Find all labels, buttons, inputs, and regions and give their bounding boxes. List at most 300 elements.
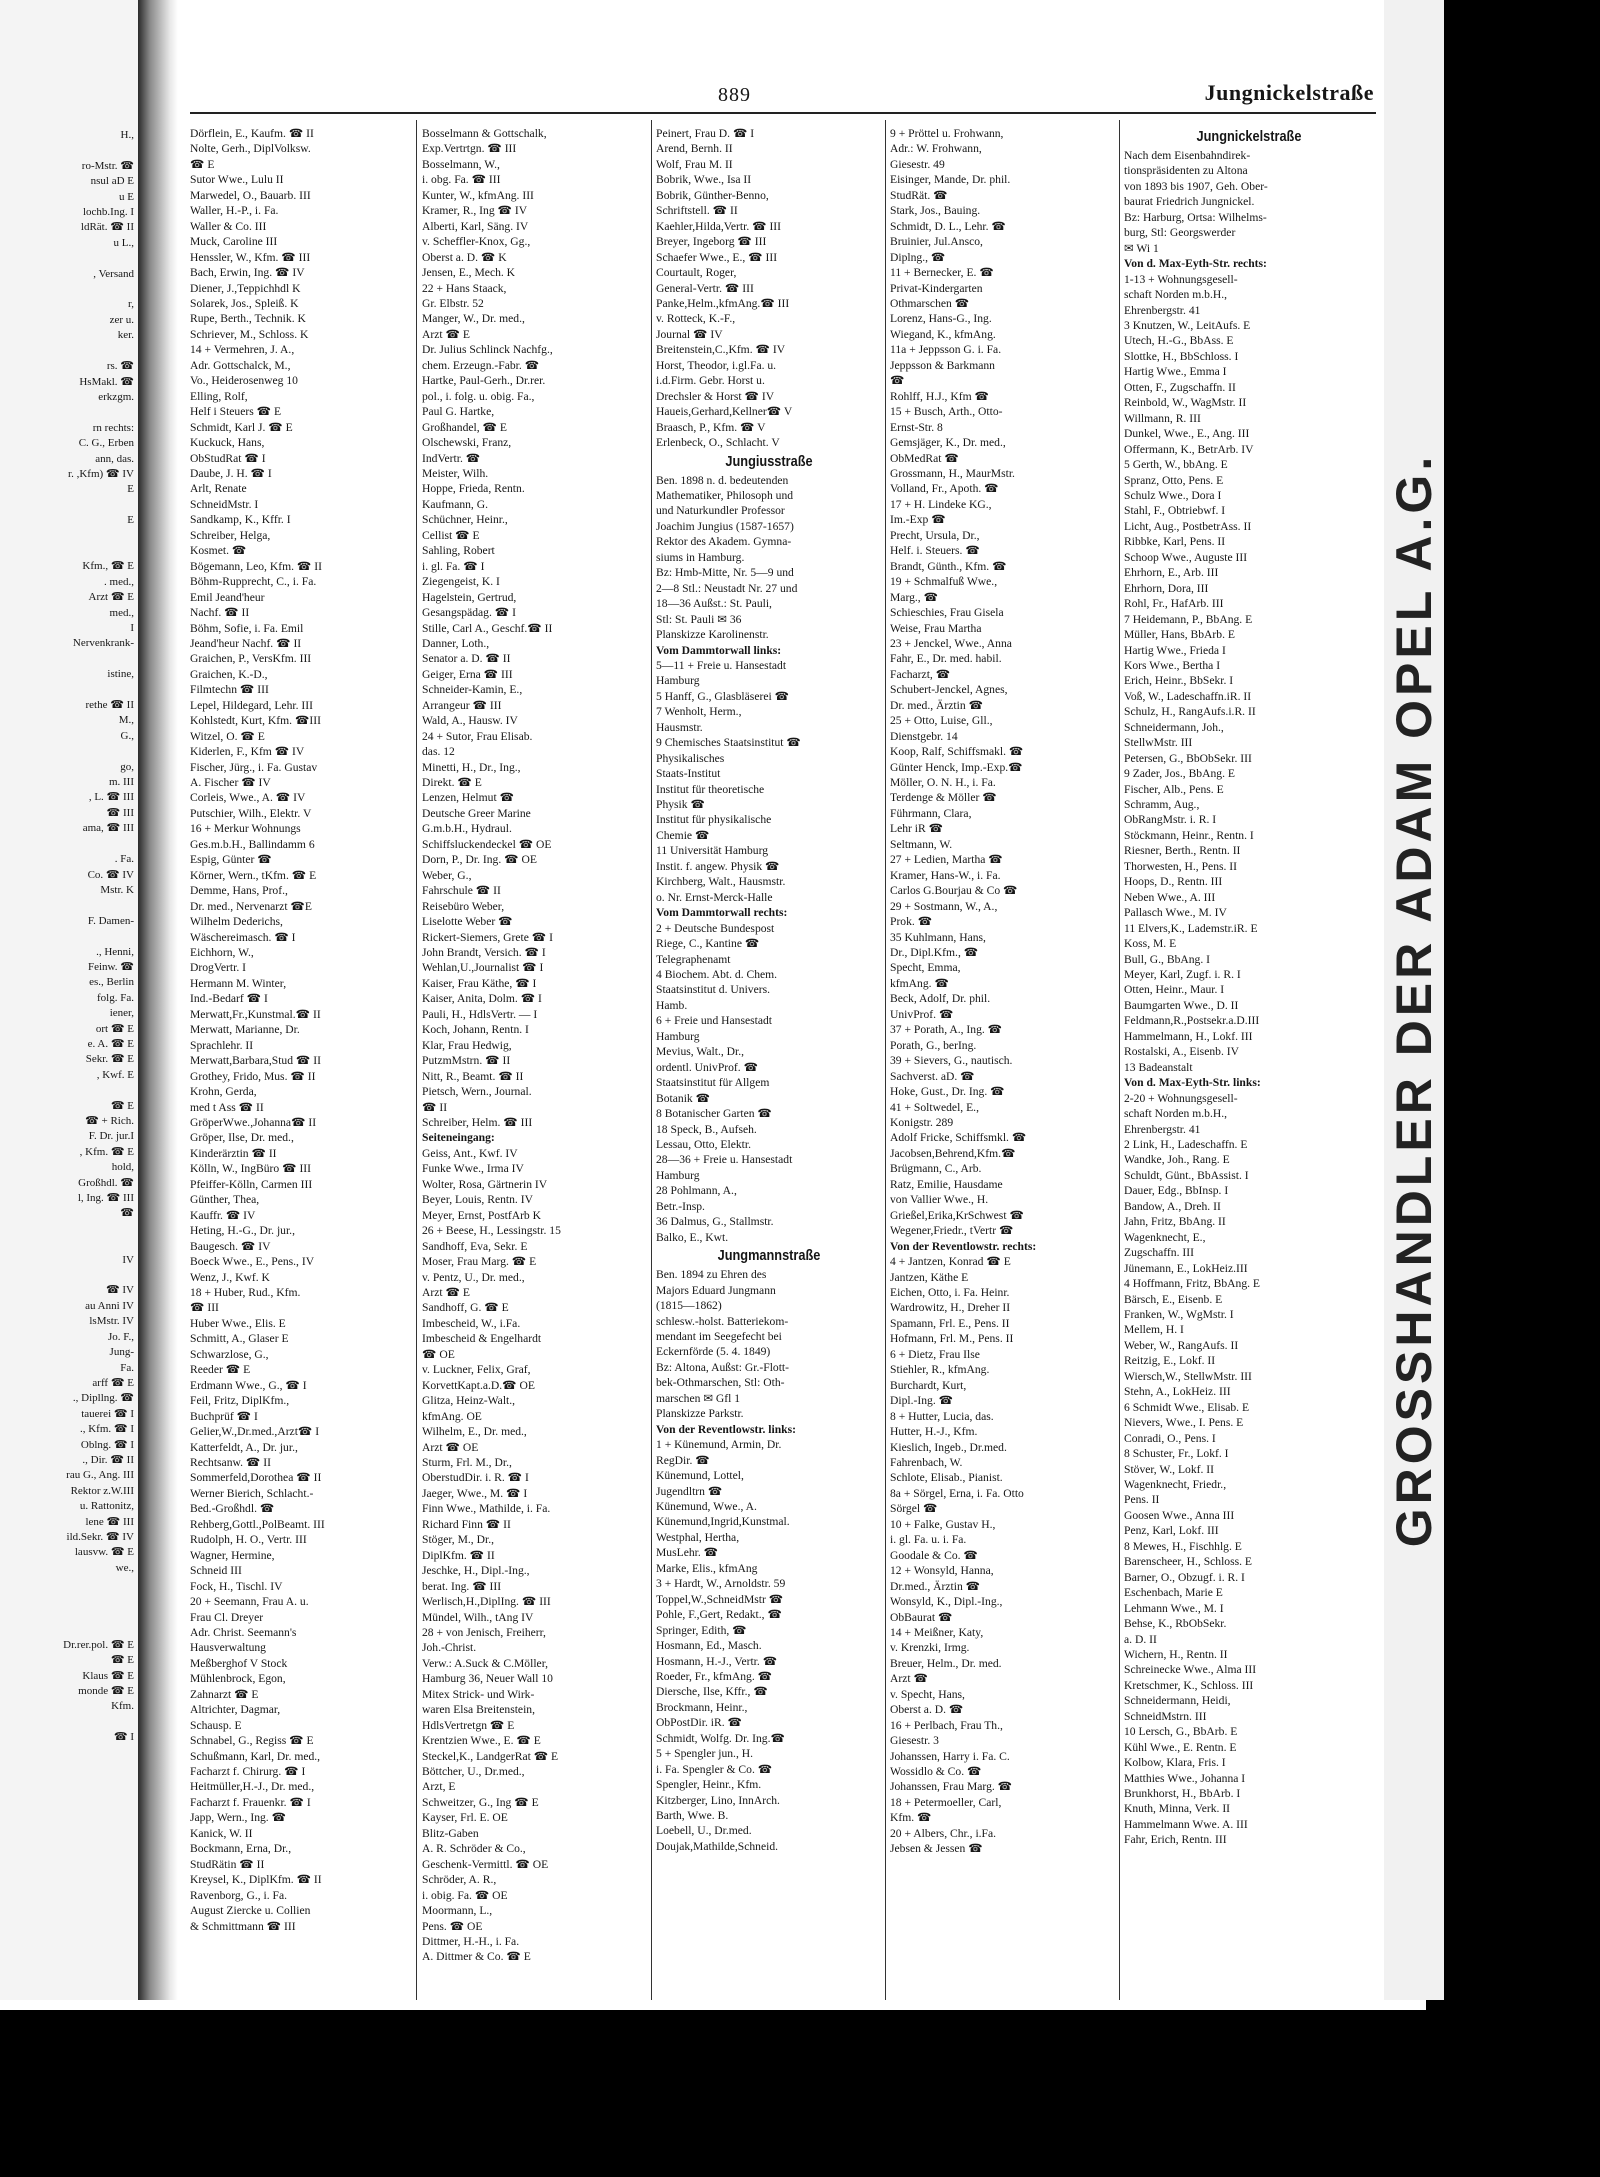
directory-entry: Filmtechn ☎ III [190,683,269,697]
directory-entry: Adr. Christ. Seemann's [190,1625,297,1639]
directory-entry: Glitza, Heinz-Walt., [422,1394,516,1408]
facing-page-line [2,1622,134,1637]
directory-entry: Prok. ☎ [890,915,933,929]
directory-entry: und Naturkundler Professor [656,504,785,518]
directory-entry: Bruinier, Jul.Ansco, [890,235,983,249]
directory-entry: StellwMstr. III [1124,736,1193,750]
directory-entry: G.m.b.H., Hydraul. [422,822,512,836]
facing-page-line: rs. ☎ [106,360,134,373]
directory-entry: StudRät. ☎ [890,188,948,202]
directory-entry: Wäschereimasch. ☎ I [190,930,296,944]
directory-entry: 2—8 Stl.: Neustadt Nr. 27 und [656,581,798,595]
directory-entry: Kaufmann, G. [422,497,489,511]
directory-entry: Paul G. Hartke, [422,405,495,419]
directory-entry: Schulz, H., RangAufs.i.R. II [1124,705,1256,719]
directory-entry: berat. Ing. ☎ III [422,1579,502,1593]
directory-entry: Oberst a. D. ☎ K [422,250,507,264]
directory-entry: Exp.Vertrtgn. ☎ III [422,142,517,156]
facing-page-line: ort ☎ E [95,1022,134,1035]
directory-entry: Fischer, Jürg., i. Fa. Gustav [190,760,318,774]
book-gutter [138,0,178,2000]
directory-entry: Kaehler,Hilda,Vertr. ☎ III [656,219,782,233]
directory-entry: Führmann, Clara, [890,806,972,820]
directory-entry: Merwatt,Fr.,Kunstmal.☎ II [190,1007,321,1021]
directory-entry: Pohle, F.,Gert, Redakt., ☎ [656,1608,782,1622]
directory-entry: i. gl. Fa. u. i. Fa. [890,1533,967,1547]
directory-entry: Staatsinstitut d. Univers. [656,983,771,997]
directory-entry: Gr. Elbstr. 52 [422,296,484,310]
directory-entry: Westphal, Hertha, [656,1530,740,1544]
directory-entry: 39 + Sievers, G., nautisch. [890,1054,1013,1068]
directory-entry: 29 + Sostmann, W., A., [890,899,998,913]
facing-page-line: , Kwf. E [96,1068,134,1081]
facing-page-line: tauerei ☎ I [81,1407,134,1420]
directory-entry: 5 Gerth, W., bbAng. E [1124,458,1228,472]
directory-column-5 [1124,126,1374,1848]
directory-entry: Schmidt, Karl J. ☎ E [190,420,293,434]
directory-entry: Putschier, Wilh., Elektr. V [190,806,312,820]
directory-entry: Körner, Wern., tKfm. ☎ E [190,868,317,882]
directory-entry: Mellem, H. I [1124,1323,1184,1337]
directory-entry: Schieschies, Frau Gisela [890,606,1004,620]
directory-entry: Grothey, Frido, Mus. ☎ II [190,1069,316,1083]
directory-entry: Bull, G., BbAng. I [1124,952,1210,966]
directory-entry: 18—36 Außst.: St. Pauli, [656,597,772,611]
directory-entry: Stöver, W., Lokf. II [1124,1462,1215,1476]
directory-entry: Seltmann, W. [890,837,953,851]
directory-entry: Kramer, R., Ing ☎ IV [422,204,528,218]
directory-entry: tionspräsidenten zu Altona [1124,164,1248,178]
directory-entry: Hoops, D., Rentn. III [1124,875,1223,889]
directory-entry: Krentzien Wwe., E. ☎ E [422,1734,541,1748]
directory-entry: Breyer, Ingeborg ☎ III [656,235,767,249]
facing-page-line [2,282,134,297]
directory-entry: Wolf, Frau M. II [656,157,733,171]
facing-page-line [2,1222,134,1237]
directory-entry: 20 + Albers, Chr., i.Fa. [890,1826,997,1840]
facing-page-line: , L. ☎ III [88,791,134,804]
directory-entry: Franken, W., WgMstr. I [1124,1307,1234,1321]
directory-entry: Wagner, Hermine, [190,1548,275,1562]
directory-entry: Toppel,W.,SchneidMstr ☎ [656,1592,784,1606]
directory-entry: Betr.-Insp. [656,1199,705,1213]
directory-entry: Schröder, A. R., [422,1873,497,1887]
directory-entry: ☎ OE [422,1347,455,1361]
directory-entry: 3 + Hardt, W., Arnoldstr. 59 [656,1577,786,1591]
facing-page-line: ., Dir. ☎ II [82,1453,134,1466]
directory-entry: MusLehr. ☎ [656,1546,719,1560]
directory-entry: i. Fa. Spengler & Co. ☎ [656,1762,773,1776]
directory-entry: Adr. Gottschalck, M., [190,358,291,372]
directory-entry: 11 Elvers,K., Lademstr.iR. E [1124,921,1258,935]
section-heading: Von d. Max-Eyth-Str. links: [1124,1076,1261,1090]
directory-entry: Koss, M. E [1124,937,1177,951]
facing-page-line: ☎ [120,1207,134,1220]
directory-entry: Fischer, Alb., Pens. E [1124,782,1224,796]
directory-entry: Peinert, Frau D. ☎ I [656,127,755,140]
directory-entry: ObPostDir. iR. ☎ [656,1716,742,1730]
directory-entry: (1815—1862) [656,1299,722,1313]
directory-entry: 8 Mewes, H., Fischhlg. E [1124,1539,1242,1553]
facing-page-line: Co. ☎ IV [87,868,134,881]
directory-entry: 8 Schuster, Fr., Lokf. I [1124,1447,1229,1461]
directory-entry: Jebsen & Jessen ☎ [890,1842,983,1856]
facing-page-line: Feinw. ☎ [88,960,134,973]
directory-entry: Carlos G.Bourjau & Co ☎ [890,884,1018,898]
directory-entry: 41 + Soltwedel, E., [890,1100,979,1114]
directory-entry: RegDir. ☎ [656,1453,710,1467]
directory-entry: 26 + Beese, H., Lessingstr. 15 [422,1224,561,1238]
directory-entry: Hamburg [656,1168,700,1182]
directory-entry: Goodale & Co. ☎ [890,1548,978,1562]
directory-entry: Staats-Institut [656,767,721,781]
directory-entry: Spengler, Heinr., Kfm. [656,1778,762,1792]
facing-page-line: Nervenkrank- [72,637,134,650]
directory-entry: 28 Pohlmann, A., [656,1184,737,1198]
directory-entry: Vo., Heiderosenweg 10 [190,374,298,388]
directory-entry: Helf i Steuers ☎ E [190,405,282,419]
directory-entry: Künemund,Ingrid,Kunstmal. [656,1515,790,1529]
section-heading: Von der Reventlowstr. links: [656,1422,797,1436]
directory-entry: Arzt, E [422,1780,456,1794]
directory-entry: Corleis, Wwe., A. ☎ IV [190,791,306,805]
directory-entry: Konigstr. 289 [890,1116,954,1129]
directory-entry: Willmann, R. III [1124,411,1201,425]
facing-page-line [2,1237,134,1252]
directory-entry: Hofmann, Frl. M., Pens. II [890,1332,1014,1346]
directory-entry: 4 + Jantzen, Konrad ☎ E [890,1255,1011,1269]
facing-page-line: G., [120,729,134,742]
directory-entry: Schneidermann, Joh., [1124,720,1224,734]
directory-entry: o. Nr. Ernst-Merck-Halle [656,890,773,904]
directory-entry: Oberst a. D. ☎ [890,1703,964,1717]
street-heading: Jungmannstraße [717,1247,821,1265]
directory-entry: Balko, E., Kwt. [656,1230,729,1244]
directory-entry: Johanssen, Frau Marg. ☎ [890,1780,1013,1794]
directory-entry: Othmarschen ☎ [890,296,970,310]
scan-background-bottom [0,2010,1600,2177]
directory-entry: Volland, Fr., Apoth. ☎ [890,482,999,496]
facing-page-line [2,683,134,698]
facing-page-line: E [127,483,134,496]
directory-entry: Böhm, Sofie, i. Fa. Emil [190,621,304,635]
directory-entry: Espig, Günter ☎ [190,853,272,867]
directory-entry: Dauer, Edg., BbInsp. I [1124,1184,1229,1198]
directory-entry: Fock, H., Tischl. IV [190,1579,283,1593]
facing-page-line [2,498,134,513]
directory-entry: 8a + Sörgel, Erna, i. Fa. Otto [890,1486,1024,1500]
directory-entry: Terdenge & Möller ☎ [890,791,997,805]
directory-entry: Schwarzlose, G., [190,1347,269,1361]
directory-entry: Journal ☎ IV [656,327,723,341]
facing-page-line: ker. [117,329,134,342]
facing-page-line: we., [115,1561,134,1574]
directory-entry: 16 + Perlbach, Frau Th., [890,1718,1003,1732]
directory-entry: Diplng., ☎ [890,250,946,264]
directory-entry: Arzt ☎ OE [422,1440,479,1454]
directory-entry: Nachf. ☎ II [190,606,250,620]
directory-entry: Schulz Wwe., Dora I [1124,488,1222,502]
facing-page-line: m. III [108,776,134,789]
directory-entry: Conradi, O., Pens. I [1124,1431,1216,1445]
directory-entry: Kosmet. ☎ [190,544,247,558]
directory-entry: Penz, Karl, Lokf. III [1124,1524,1219,1538]
directory-entry: Moormann, L., [422,1904,493,1918]
facing-page-line: monde ☎ E [78,1685,134,1698]
directory-entry: Ratz, Emilie, Hausdame [890,1177,1003,1191]
directory-entry: Gelier,W.,Dr.med.,Arzt☎ I [190,1425,320,1439]
directory-entry: Arend, Bernh. II [656,142,733,156]
facing-page-line: , Kfm. ☎ E [79,1145,134,1158]
directory-entry: Bobrik, Wwe., Isa II [656,173,752,187]
directory-entry: Otten, F., Zugschaffn. II [1124,380,1236,394]
directory-entry: Hausmstr. [656,720,703,734]
directory-entry: 11a + Jeppsson G. i. Fa. [890,343,1002,357]
directory-entry: i.d.Firm. Gebr. Horst u. [656,374,765,388]
directory-entry: Reitzig, E., Lokf. II [1124,1354,1216,1368]
directory-entry: Ind.-Bedarf ☎ I [190,992,268,1006]
directory-entry: Fahrschule ☎ II [422,884,501,898]
facing-page-line: IV [122,1253,134,1266]
directory-entry: Institut für physikalische [656,813,772,827]
directory-entry: Joachim Jungius (1587-1657) [656,519,794,533]
directory-entry: Bz: Altona, Außst: Gr.-Flott- [656,1360,790,1374]
directory-entry: Wagenknecht, E., [1124,1230,1206,1244]
directory-column-1 [190,126,412,1934]
directory-entry: a. D. II [1124,1632,1157,1646]
directory-entry: Arrangeur ☎ III [422,698,502,712]
facing-page-line: ann, das. [95,452,134,465]
directory-entry: Barner, O., Obzugf. i. R. I [1124,1570,1245,1584]
facing-page-line [2,744,134,759]
directory-entry: Hamburg [656,674,700,688]
facing-page-line: u. Rattonitz, [79,1500,134,1513]
directory-entry: Meyer, Karl, Zugf. i. R. I [1124,968,1241,982]
directory-entry: Senator a. D. ☎ II [422,652,511,666]
directory-entry: Matthies Wwe., Johanna I [1124,1771,1246,1785]
directory-entry: Barenscheer, H., Schloss. E [1124,1555,1253,1569]
directory-entry: Facharzt, ☎ [890,667,951,681]
directory-entry: med t Ass ☎ II [190,1100,264,1114]
column-divider [1119,120,1120,2000]
directory-entry: Sprachlehr. II [190,1038,254,1052]
facing-page-line [2,1083,134,1098]
directory-entry: 18 + Huber, Rud., Kfm. [190,1285,301,1299]
directory-entry: Olschewski, Franz, [422,436,512,450]
directory-entry: i. obg. Fa. ☎ III [422,173,501,187]
directory-entry: Bockmann, Erna, Dr., [190,1842,292,1856]
banner-text: GROSSHANDLER DER ADAM OPEL A.G. [1386,452,1442,1548]
directory-entry: Ravenborg, G., i. Fa. [190,1888,288,1902]
directory-entry: Großhandel, ☎ E [422,420,507,434]
facing-page-line: l, Ing. ☎ III [77,1192,134,1205]
facing-page-line: ☎ III [106,806,134,819]
directory-column-4 [890,126,1116,1857]
directory-entry: Ernst-Str. 8 [890,420,943,434]
directory-entry: Kohlstedt, Kurt, Kfm. ☎III [190,714,322,728]
facing-page-line: Kfm., ☎ E [82,560,134,573]
directory-entry: ☎ II [422,1100,448,1114]
directory-entry: Schneidermann, Heidi, [1124,1694,1231,1708]
directory-entry: Imbescheid, W., i.Fa. [422,1316,521,1330]
facing-page-line [2,929,134,944]
directory-entry: Ziegengeist, K. I [422,575,500,589]
directory-entry: Richard Finn ☎ II [422,1517,511,1531]
facing-page-line: rethe ☎ II [85,699,134,712]
directory-entry: A. Fischer ☎ IV [190,776,271,790]
directory-entry: John Brandt, Versich. ☎ I [422,946,546,960]
facing-page-line: F. Dr. jur.I [88,1130,134,1143]
facing-page-line: au Anni IV [85,1299,134,1312]
directory-entry: Mathematiker, Philosoph und [656,488,794,502]
directory-entry: Blitz-Gaben [422,1826,479,1840]
directory-entry: Stille, Carl A., Geschf.☎ II [422,621,553,635]
directory-entry: Doujak,Mathilde,Schneid. [656,1839,779,1853]
facing-page-line: ., Henni, [96,945,134,958]
directory-entry: General-Vertr. ☎ III [656,281,754,295]
facing-page-line: Oblng. ☎ I [80,1438,134,1451]
directory-entry: 22 + Hans Staack, [422,281,507,295]
directory-entry: Schubert-Jenckel, Agnes, [890,683,1008,697]
directory-entry: Schoop Wwe., Auguste III [1124,550,1248,564]
directory-entry: Jensen, E., Mech. K [422,266,516,280]
directory-entry: Hammelmann Wwe. A. III [1124,1817,1248,1831]
directory-entry: Waller, H.-P., i. Fa. [190,204,279,218]
facing-page-line [2,1576,134,1591]
directory-entry: Beck, Adolf, Dr. phil. [890,992,991,1006]
facing-page-line: es., Berlin [89,976,134,989]
directory-entry: Ehrhorn, E., Arb. III [1124,566,1219,580]
directory-entry: 1-13 + Wohnungsgesell- [1124,272,1238,286]
facing-page-line: , Versand [93,267,134,280]
directory-entry: Otten, Heinr., Maur. I [1124,983,1225,997]
directory-entry: Wenz, J., Kwf. K [190,1270,270,1284]
directory-entry: 20 + Seemann, Frau A. u. [190,1595,309,1609]
directory-entry: Wossidlo & Co. ☎ [890,1765,982,1779]
directory-entry: Wegener,Friedr., tVertr ☎ [890,1224,1014,1238]
directory-entry: Hammelmann, H., Lokf. III [1124,1029,1253,1043]
directory-column-3 [656,126,882,1854]
directory-entry: Schriever, M., Schloss. K [190,327,309,341]
directory-entry: Alberti, Karl, Säng. IV [422,219,529,233]
directory-entry: Jeand'heur Nachf. ☎ II [190,636,302,650]
directory-entry: Kühl Wwe., E. Rentn. E [1124,1740,1237,1754]
facing-page-line: Jung- [109,1346,134,1359]
facing-page-line: ro-Mstr. ☎ [81,159,134,172]
directory-entry: Nolte, Gerh., DiplVolksw. [190,142,311,156]
directory-entry: Waller & Co. III [190,219,267,233]
directory-entry: Minetti, H., Dr., Ing., [422,760,521,774]
facing-page-line: rn rechts: [92,421,134,434]
directory-entry: burg, Stl: Georgswerder [1124,226,1236,240]
directory-entry: Ben. 1898 n. d. bedeutenden [656,473,789,487]
directory-entry: 5 + Spengler jun., H. [656,1747,754,1761]
directory-entry: Ehrhorn, Dora, III [1124,581,1209,595]
directory-entry: 37 + Porath, A., Ing. ☎ [890,1023,1003,1037]
facing-page-edge [0,0,140,2000]
directory-entry: 18 Speck, B., Aufseh. [656,1122,757,1136]
directory-entry: 7 Wenholt, Herm., [656,705,742,719]
facing-page-line: go, [120,760,134,773]
facing-page-line: H., [120,129,134,141]
directory-entry: Bz: Harburg, Ortsa: Wilhelms- [1124,210,1267,224]
directory-entry: Finn Wwe., Mathilde, i. Fa. [422,1502,551,1516]
directory-entry: bek-Othmarschen, Stl: Oth- [656,1376,785,1390]
directory-entry: Schmitt, A., Glaser E [190,1332,289,1346]
facing-page-line: ☎ IV [105,1284,134,1297]
section-heading: Von der Reventlowstr. rechts: [890,1239,1037,1253]
directory-entry: Hosmann, Ed., Masch. [656,1639,762,1653]
directory-entry: Reisebüro Weber, [422,899,505,913]
directory-entry: Cellist ☎ E [422,528,480,542]
directory-entry: Mündel, Wilh., tAng IV [422,1610,534,1624]
facing-page-text [2,128,134,1746]
directory-entry: Erlenbeck, O., Schlacht. V [656,436,780,450]
directory-entry: Bandow, A., Dreh. II [1124,1199,1221,1213]
directory-entry: Geschenk-Vermittl. ☎ OE [422,1857,549,1871]
scan-background-right [1426,0,1600,2177]
directory-entry: Marg., ☎ [890,590,939,604]
column-divider [885,120,886,2000]
directory-entry: Gesangspädag. ☎ I [422,606,516,620]
directory-entry: Facharzt f. Chirurg. ☎ I [190,1765,306,1779]
directory-entry: Giesestr. 49 [890,157,945,171]
directory-entry: ObBaurat ☎ [890,1610,953,1624]
facing-page-line [2,143,134,158]
directory-entry: Wald, A., Hausw. IV [422,714,518,728]
directory-entry: Kretschmer, K., Schloss. III [1124,1678,1254,1692]
directory-entry: Ehrenbergstr. 41 [1124,303,1201,317]
directory-entry: Jugendltrn ☎ [656,1484,723,1498]
directory-entry: Heting, H.-G., Dr. jur., [190,1224,295,1238]
directory-entry: Wilhelm Dederichs, [190,915,283,929]
directory-entry: Kaiser, Frau Käthe, ☎ I [422,976,537,990]
facing-page-line [2,1592,134,1607]
directory-entry: Stark, Jos., Bauing. [890,204,981,218]
directory-entry: Institut für theoretische [656,782,765,796]
directory-entry: v. Pentz, U., Dr. med., [422,1270,525,1284]
directory-entry: Bärsch, E., Eisenb. E [1124,1292,1223,1306]
directory-entry: Eisinger, Mande, Dr. phil. [890,173,1011,187]
section-heading: Vom Dammtorwall links: [656,643,782,657]
directory-entry: 2-20 + Wohnungsgesell- [1124,1091,1238,1105]
facing-page-line: . med., [104,575,134,588]
directory-entry: Buchprüf ☎ I [190,1409,258,1423]
directory-entry: Slottke, H., BbSchloss. I [1124,349,1239,363]
column-divider [416,120,417,2000]
directory-entry: Utech, H.-G., BbAss. E [1124,334,1234,348]
directory-entry: Daube, J. H. ☎ I [190,466,272,480]
directory-entry: Schuldt, Günt., BbAssist. I [1124,1168,1249,1182]
directory-entry: Diener, J.,Teppichhdl K [190,281,301,295]
directory-entry: Wonsyld, K., Dipl.-Ing., [890,1595,1003,1609]
directory-entry: Frau Cl. Dreyer [190,1610,264,1624]
directory-entry: Stiehler, R., kfmAng. [890,1363,990,1377]
directory-entry: DrogVertr. I [190,961,247,975]
directory-entry: Nach dem Eisenbahndirek- [1124,149,1251,162]
directory-entry: Ges.m.b.H., Ballindamm 6 [190,837,315,851]
directory-entry: das. 12 [422,745,455,759]
facing-page-line: M., [118,714,134,727]
directory-entry: Kieslich, Ingeb., Dr.med. [890,1440,1007,1454]
directory-entry: Spranz, Otto, Pens. E [1124,473,1224,487]
directory-entry: & Schmittmann ☎ III [190,1919,296,1933]
directory-entry: Roeder, Fr., kfmAng. ☎ [656,1669,773,1683]
directory-entry: Steckel,K., LandgerRat ☎ E [422,1749,559,1763]
directory-entry: Botanik ☎ [656,1091,711,1105]
facing-page-line: E [127,514,134,527]
facing-page-line: e. A. ☎ E [87,1037,134,1050]
